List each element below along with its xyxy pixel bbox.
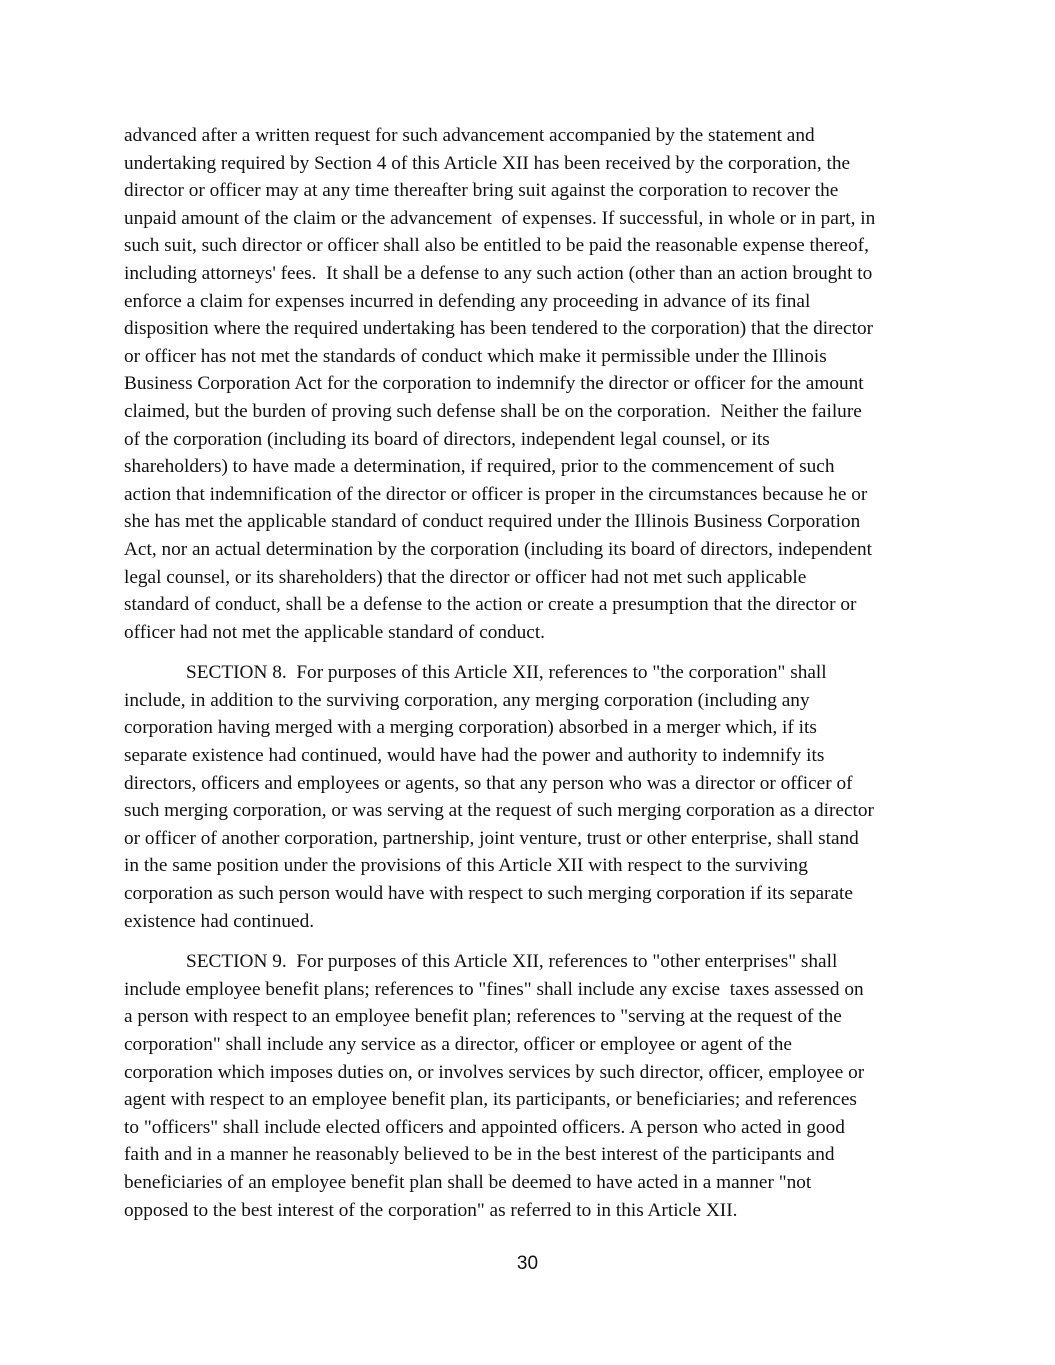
text-line: in the same position under the provisions of this Article XII with respect to the surviving — [124, 855, 808, 877]
text-line: unpaid amount of the claim or the advancement of expenses. If successful, in whole or in part, in — [124, 207, 876, 229]
text-line: action that indemnification of the director or officer is proper in the circumstances because he or — [124, 483, 868, 505]
text-line: corporation which imposes duties on, or involves services by such director, officer, employee or — [124, 1061, 865, 1083]
text-line: such suit, such director or officer shall also be entitled to be paid the reasonable expense thereof, — [124, 235, 869, 257]
text-line: such merging corporation, or was serving at the request of such merging corporation as a director — [124, 800, 874, 822]
text-line: or officer has not met the standards of conduct which make it permissible under the Illinois — [124, 345, 827, 367]
text-line: opposed to the best interest of the corporation" as referred to in this Article XII. — [124, 1199, 738, 1221]
text-line: directors, officers and employees or agents, so that any person who was a director or officer of — [124, 772, 853, 794]
text-line: or officer of another corporation, partnership, joint venture, trust or other enterprise, shall stand — [124, 827, 859, 849]
paragraph-continuation — [124, 122, 944, 646]
document-body — [124, 122, 944, 1224]
text-line: including attorneys' fees. It shall be a defense to any such action (other than an action brought to — [124, 262, 873, 284]
text-line: shareholders) to have made a determination, if required, prior to the commencement of such — [124, 456, 835, 478]
text-line: enforce a claim for expenses incurred in defending any proceeding in advance of its final — [124, 290, 811, 312]
text-line: of the corporation (including its board of directors, independent legal counsel, or its — [124, 428, 770, 450]
text-line: advanced after a written request for such advancement accompanied by the statement and — [124, 125, 815, 146]
paragraph-section-9 — [124, 948, 944, 1224]
text-line: undertaking required by Section 4 of this Article XII has been received by the corporation, the — [124, 152, 851, 174]
text-line: agent with respect to an employee benefit plan, its participants, or beneficiaries; and references — [124, 1089, 857, 1111]
text-line: existence had continued. — [124, 910, 315, 932]
text-line: director or officer may at any time thereafter bring suit against the corporation to recover the — [124, 180, 839, 202]
text-line: corporation having merged with a merging corporation) absorbed in a merger which, if its — [124, 717, 817, 739]
text-line: she has met the applicable standard of conduct required under the Illinois Business Corporation — [124, 511, 861, 533]
text-line: faith and in a manner he reasonably believed to be in the best interest of the participants and — [124, 1144, 835, 1166]
text-line: Business Corporation Act for the corporation to indemnify the director or officer for the amount — [124, 373, 864, 395]
text-line: include, in addition to the surviving corporation, any merging corporation (including any — [124, 689, 810, 711]
text-line: corporation as such person would have with respect to such merging corporation if its separate — [124, 883, 853, 905]
text-line: a person with respect to an employee benefit plan; references to "serving at the request of the — [124, 1006, 842, 1028]
text-line: to "officers" shall include elected officers and appointed officers. A person who acted in good — [124, 1116, 845, 1138]
text-line: corporation" shall include any service as a director, officer or employee or agent of the — [124, 1034, 792, 1055]
text-line: separate existence had continued, would have had the power and authority to indemnify its — [124, 745, 825, 767]
section-heading-line: SECTION 9. For purposes of this Article XII, references to "other enterprises" shall — [186, 951, 838, 973]
text-line: officer had not met the applicable standard of conduct. — [124, 621, 545, 643]
text-line: standard of conduct, shall be a defense to the action or create a presumption that the director or — [124, 594, 857, 616]
text-line: include employee benefit plans; references to "fines" shall include any excise taxes assessed on — [124, 978, 864, 1000]
text-line: disposition where the required undertaking has been tendered to the corporation) that the director — [124, 318, 874, 340]
page-number: 30 — [516, 1253, 539, 1274]
paragraph-section-8 — [124, 659, 944, 935]
text-line: beneficiaries of an employee benefit plan shall be deemed to have acted in a manner "not — [124, 1171, 812, 1193]
text-line: Act, nor an actual determination by the corporation (including its board of directors, independent — [124, 538, 872, 560]
text-line: legal counsel, or its shareholders) that the director or officer had not met such applicable — [124, 566, 807, 588]
text-line: claimed, but the burden of proving such defense shall be on the corporation. Neither the failure — [124, 400, 862, 422]
section-heading-line: SECTION 8. For purposes of this Article XII, references to "the corporation" shall — [186, 662, 827, 684]
